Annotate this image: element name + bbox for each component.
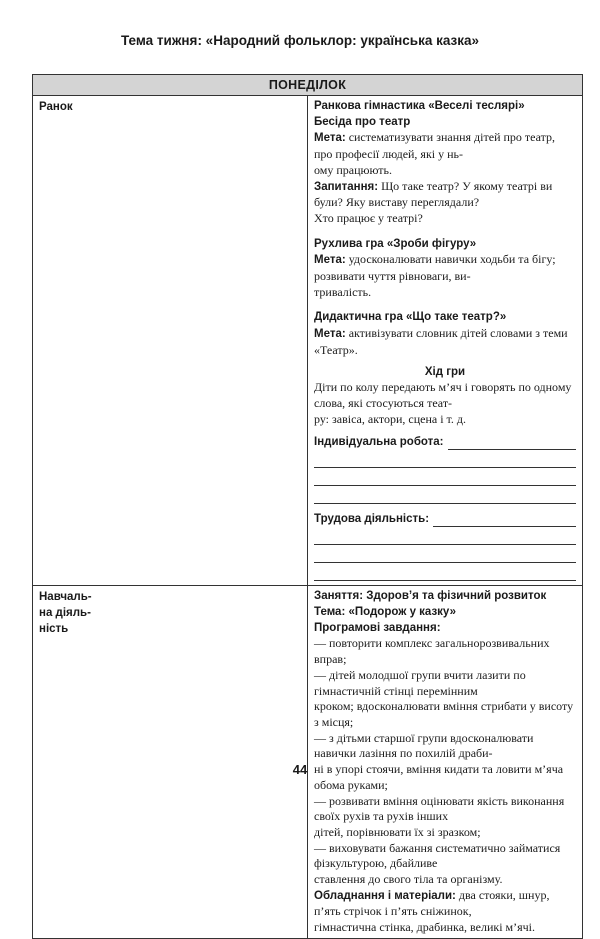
morning-content bbox=[308, 96, 583, 586]
task-line-5: ні в упорі стоячи, вміння кидати та ловити м’яча обома руками; bbox=[314, 762, 564, 792]
individual-work-blank-1[interactable] bbox=[314, 450, 576, 468]
talk-goal-line-1: систематизувати знання дітей про театр, про професії людей, які у нь- bbox=[314, 130, 556, 162]
page-number: 44 bbox=[292, 762, 308, 777]
labor-row bbox=[314, 510, 576, 527]
lesson-label-line-3: ність bbox=[39, 623, 69, 636]
talk-title: Бесіда про театр bbox=[314, 115, 411, 128]
talk-goal-line-2: ому працюють. bbox=[314, 162, 393, 177]
labor-blank-1[interactable] bbox=[314, 527, 576, 545]
labor-blank-2[interactable] bbox=[314, 545, 576, 563]
task-line-4: — з дітьми старшої групи вдосконалювати навички лазіння по похилій драби- bbox=[314, 730, 534, 761]
equipment-line-1: два стояки, шнур, п’ять стрічок і п’ять сніжинок, bbox=[314, 887, 550, 919]
day-header: ПОНЕДІЛОК bbox=[33, 75, 583, 96]
didactic-goal-text: активізувати словник дітей словами з теми «Театр». bbox=[314, 326, 568, 357]
page-title: Тема тижня: «Народний фольклор: українська казка» bbox=[120, 33, 480, 48]
individual-work-blank-3[interactable] bbox=[314, 486, 576, 504]
lesson-label-line-2: на діяль- bbox=[39, 607, 91, 620]
questions-label: Запитання: bbox=[314, 180, 379, 193]
equipment-line-2: гімнастична стінка, драбинка, великі м’ячі. bbox=[314, 920, 536, 935]
active-game-goal-label: Мета: bbox=[314, 254, 346, 267]
task-line-6: — розвивати вміння оцінювати якість виконання своїх рухів та рухів інших bbox=[314, 793, 565, 824]
task-line-8: — виховувати бажання систематично займатися фізкультурою, дбайливе bbox=[314, 840, 561, 871]
individual-work-row bbox=[314, 433, 576, 450]
lesson-label-line-1: Навчаль- bbox=[39, 591, 92, 604]
questions bbox=[314, 179, 576, 211]
active-game-goal-line-2: тривалість. bbox=[314, 284, 372, 299]
game-course-line-1: Діти по колу передають м’яч і говорять по одному слова, які стосуються теат- bbox=[314, 380, 572, 410]
equipment bbox=[314, 888, 576, 920]
task-line-3: кроком; вдосконалювати вміння стрибати у висоту з місця; bbox=[314, 699, 574, 729]
lesson-topic: Тема: «Подорож у казку» bbox=[314, 606, 457, 619]
individual-work-label: Індивідуальна робота: bbox=[314, 435, 444, 448]
task-line-7: дітей, порівнювати їх зі зразком; bbox=[314, 824, 481, 839]
labor-line[interactable] bbox=[433, 514, 576, 527]
gymnastics-title: Ранкова гімнастика «Веселі теслярі» bbox=[314, 100, 525, 112]
questions-line-2: Хто працює у театрі? bbox=[314, 210, 423, 225]
game-course-title: Хід гри bbox=[424, 365, 466, 378]
equipment-label: Обладнання і матеріали: bbox=[314, 889, 456, 902]
didactic-goal-label: Мета: bbox=[314, 328, 346, 341]
game-course-line-2: ру: завіса, актори, сцена і т. д. bbox=[314, 411, 466, 426]
lesson-title: Заняття: Здоров’я та фізичний розвиток bbox=[314, 590, 547, 603]
questions-line-1: Що таке театр? У якому театрі ви були? Яку виставу переглядали? bbox=[314, 178, 553, 210]
didactic-game-title: Дидактична гра «Що таке театр?» bbox=[314, 311, 507, 324]
plan-table bbox=[32, 74, 583, 939]
didactic-goal bbox=[314, 326, 576, 358]
tasks-label: Програмові завдання: bbox=[314, 621, 441, 634]
talk-goal-label: Мета: bbox=[314, 132, 346, 145]
active-game-title: Рухлива гра «Зроби фігуру» bbox=[314, 237, 477, 250]
morning-row bbox=[33, 96, 583, 586]
task-line-1: — повторити комплекс загальнорозвивальних вправ; bbox=[314, 636, 550, 667]
labor-blank-3[interactable] bbox=[314, 563, 576, 581]
task-line-9: ставлення до свого тіла та організму. bbox=[314, 872, 503, 887]
active-game-goal bbox=[314, 252, 576, 284]
morning-label: Ранок bbox=[33, 96, 308, 586]
individual-work-blank-2[interactable] bbox=[314, 468, 576, 486]
task-line-2: — дітей молодшої групи вчити лазити по гімнастичній стінці перемінним bbox=[314, 667, 526, 698]
individual-work-line[interactable] bbox=[448, 437, 576, 450]
talk-goal bbox=[314, 130, 576, 162]
active-game-goal-line-1: удосконалювати навички ходьби та бігу; розвивати чуття рівноваги, ви- bbox=[314, 252, 556, 284]
labor-label: Трудова діяльність: bbox=[314, 512, 430, 525]
